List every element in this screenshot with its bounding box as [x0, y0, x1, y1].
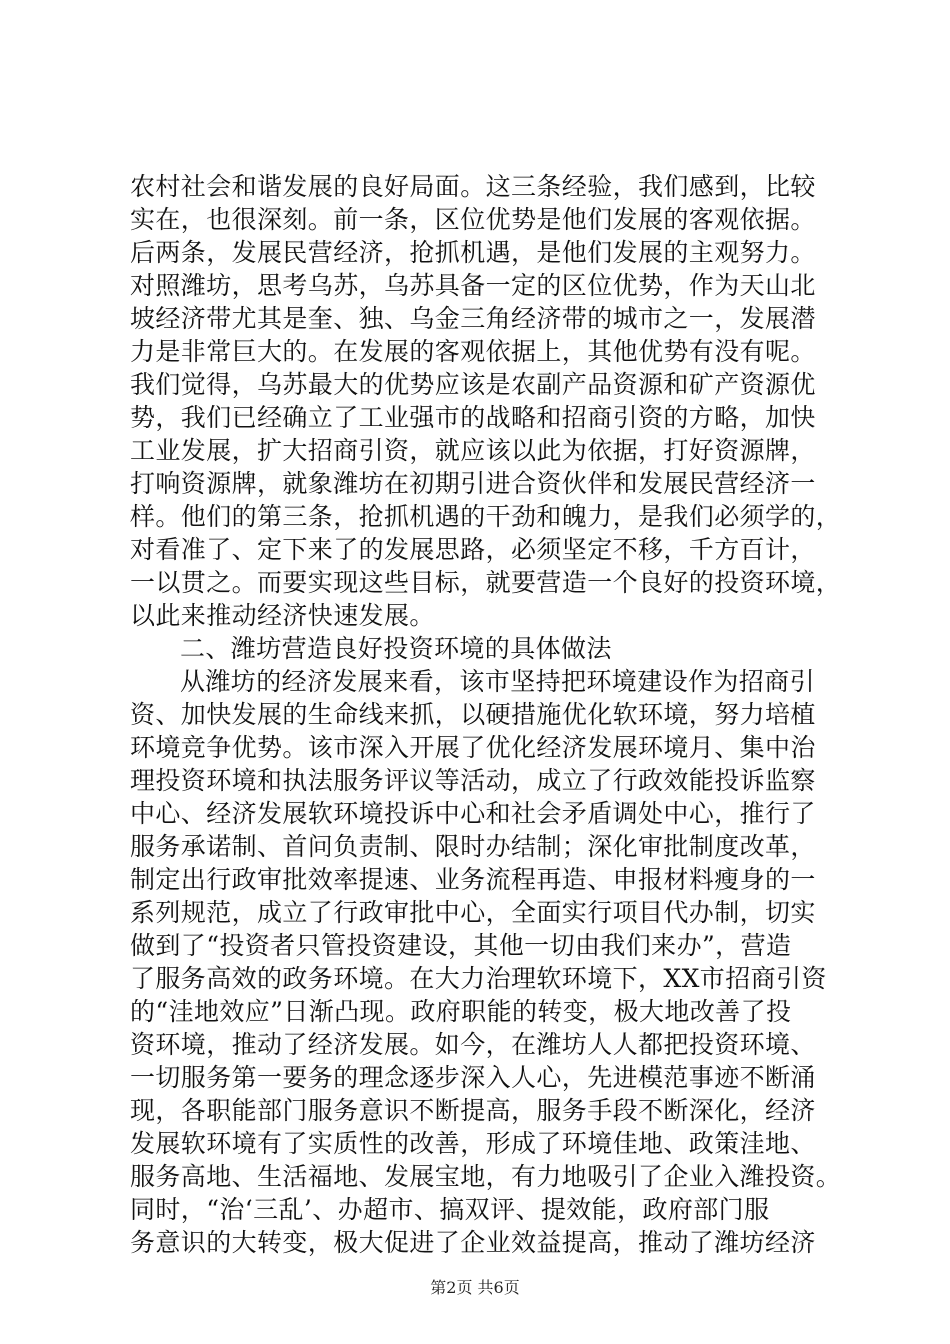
text-line: 务意识的大转变，极大促进了企业效益提高，推动了潍坊经济 [130, 1228, 816, 1257]
body-text [130, 170, 842, 1259]
page-footer: 第2页 共6页 [430, 1278, 520, 1297]
text-line: 坡经济带尤其是奎、独、乌金三角经济带的城市之一，发展潜 [130, 304, 816, 333]
text-line: 二、潍坊营造良好投资环境的具体做法 [180, 634, 612, 663]
text-line: 实在，也很深刻。前一条，区位优势是他们发展的客观依据。 [130, 205, 816, 234]
text-line: 资、加快发展的生命线来抓，以硬措施优化软环境，努力培植 [130, 700, 816, 729]
text-line: 资环境，推动了经济发展。如今，在潍坊人人都把投资环境、 [130, 1030, 816, 1059]
text-line: 发展软环境有了实质性的改善，形成了环境佳地、政策洼地、 [130, 1129, 816, 1158]
text-line: 系列规范，成立了行政审批中心，全面实行项目代办制，切实 [130, 898, 816, 927]
text-line: 我们觉得，乌苏最大的优势应该是农副产品资源和矿产资源优 [130, 370, 816, 399]
text-line: 从潍坊的经济发展来看，该市坚持把环境建设作为招商引 [180, 667, 816, 696]
text-line: 对看准了、定下来了的发展思路，必须坚定不移，千方百计， [130, 535, 816, 564]
text-line: 服务高地、生活福地、发展宝地，有力地吸引了企业入潍投资。 [130, 1162, 842, 1191]
text-line: 制定出行政审批效率提速、业务流程再造、申报材料瘦身的一 [130, 865, 816, 894]
text-line: 势，我们已经确立了工业强市的战略和招商引资的方略，加快 [130, 403, 816, 432]
text-line: 服务承诺制、首问负责制、限时办结制；深化审批制度改革， [130, 832, 816, 861]
text-line: 样。他们的第三条，抢抓机遇的干劲和魄力，是我们必须学的， [130, 502, 842, 531]
text-line: 理投资环境和执法服务评议等活动，成立了行政效能投诉监察 [130, 766, 816, 795]
text-line: 以此来推动经济快速发展。 [130, 601, 435, 630]
text-line: 中心、经济发展软环境投诉中心和社会矛盾调处中心，推行了 [130, 799, 816, 828]
text-line: 农村社会和谐发展的良好局面。这三条经验，我们感到，比较 [130, 172, 816, 201]
text-line: 一切服务第一要务的理念逐步深入人心，先进模范事迹不断涌 [130, 1063, 816, 1092]
text-line: 打响资源牌，就象潍坊在初期引进合资伙伴和发展民营经济一 [130, 469, 816, 498]
text-line: 同时，“治‘三乱’、办超市、搞双评、提效能，政府部门服 [130, 1195, 770, 1224]
text-line: 环境竞争优势。该市深入开展了优化经济发展环境月、集中治 [130, 733, 816, 762]
text-line: 了服务高效的政务环境。在大力治理软环境下，XX市招商引资 [130, 964, 827, 993]
text-line: 现，各职能部门服务意识不断提高，服务手段不断深化，经济 [130, 1096, 816, 1125]
text-line: 的“洼地效应”日渐凸现。政府职能的转变，极大地改善了投 [130, 997, 792, 1026]
text-line: 工业发展，扩大招商引资，就应该以此为依据，打好资源牌， [130, 436, 816, 465]
text-line: 后两条，发展民营经济，抢抓机遇，是他们发展的主观努力。 [130, 238, 816, 267]
text-line: 一以贯之。而要实现这些目标，就要营造一个良好的投资环境， [130, 568, 842, 597]
text-line: 力是非常巨大的。在发展的客观依据上，其他优势有没有呢。 [130, 337, 816, 366]
text-line: 做到了“投资者只管投资建设，其他一切由我们来办”，营造 [130, 931, 792, 960]
text-line: 对照潍坊，思考乌苏，乌苏具备一定的区位优势，作为天山北 [130, 271, 816, 300]
